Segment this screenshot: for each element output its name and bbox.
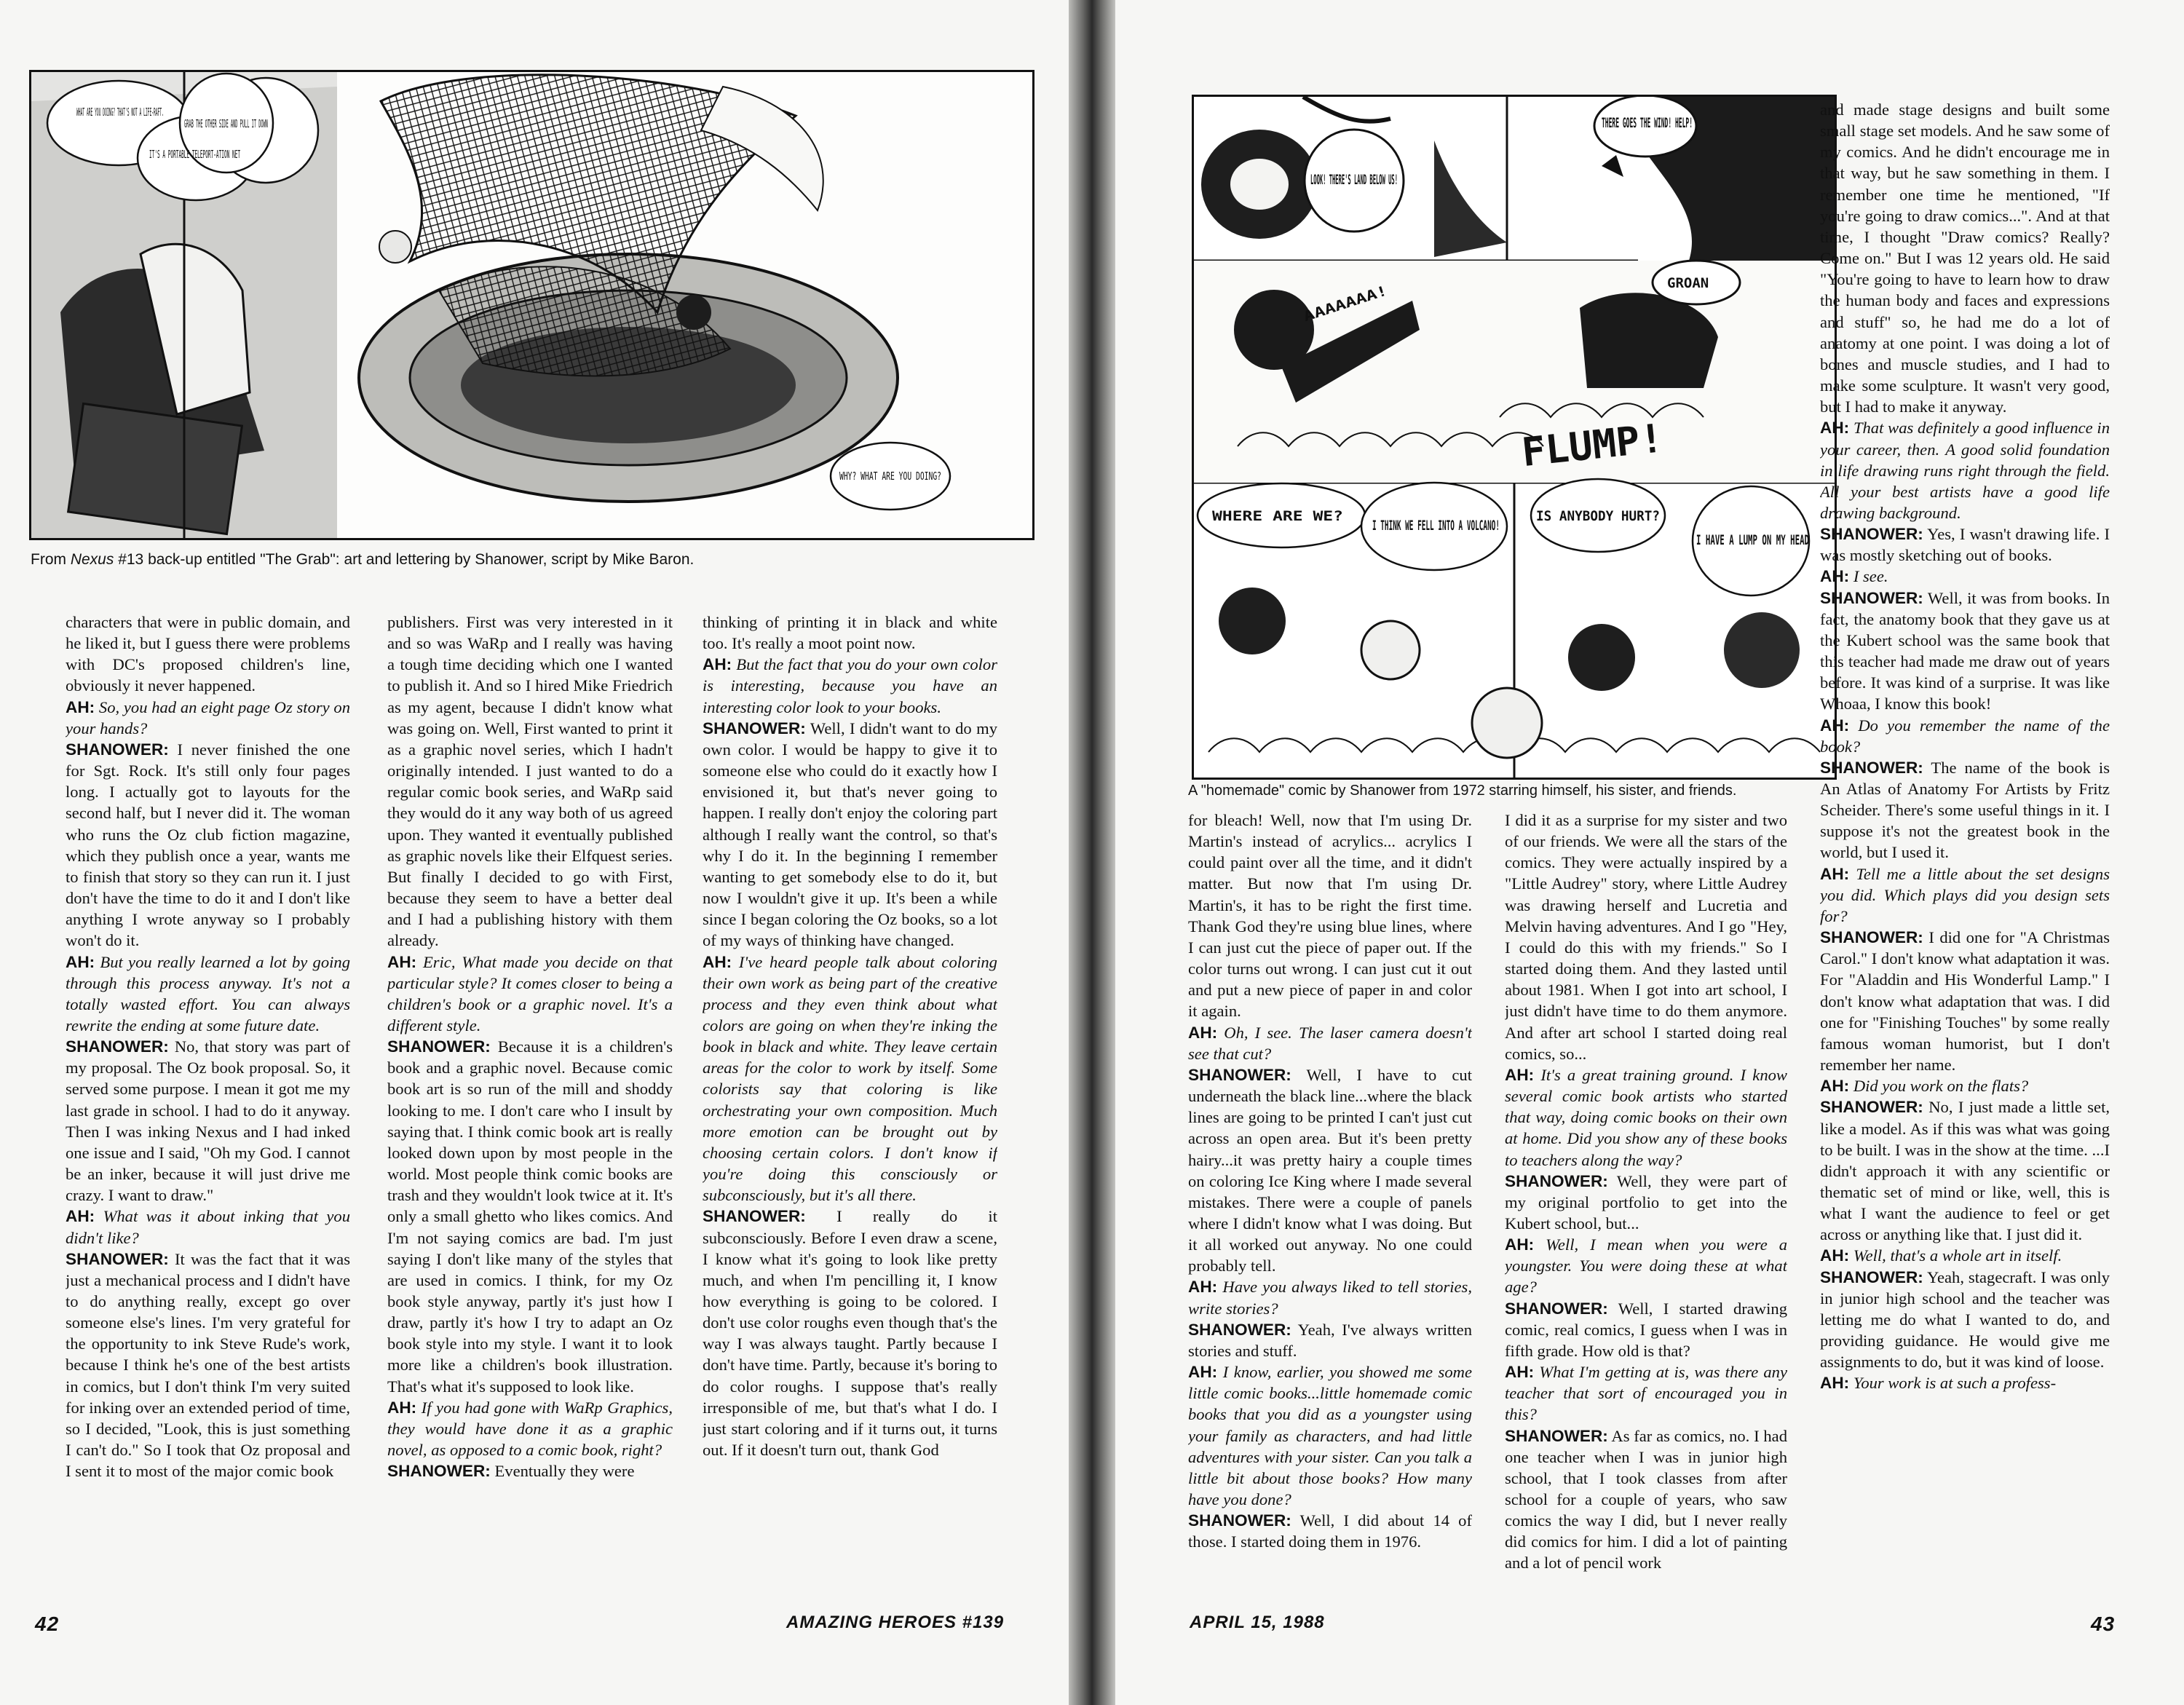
paragraph-q (703, 952, 997, 1206)
paragraph-q (1505, 1361, 1787, 1425)
paragraph-q (1188, 1022, 1472, 1064)
paragraph-q (66, 1206, 350, 1248)
speaker-label: SHANOWER: (1505, 1299, 1608, 1318)
speaker-label: AH: (1188, 1023, 1218, 1042)
paragraph-text: But you really learned a lot by going through this process anyway. It's not a totally wasted effort. You can always rewrite the ending at some future date. (66, 952, 350, 1035)
paragraph-text (387, 612, 673, 952)
paragraph-q (1188, 1361, 1472, 1510)
speaker-label: AH: (1505, 1235, 1535, 1254)
homemade-comic-page (1192, 95, 1837, 780)
speaker-label: SHANOWER: (66, 1037, 169, 1056)
left-page-number: 42 (35, 1613, 60, 1635)
balloon-text-1: WHAT ARE YOU DOING? THAT'S NOT A LIFE-RAFT. (76, 106, 164, 119)
paragraph-text: Did you work on the flats? (1853, 1077, 2029, 1096)
paragraph-text: Oh, I see. The laser camera doesn't see that cut? (1188, 1023, 1472, 1063)
speaker-label: AH: (387, 1398, 417, 1417)
paragraph-text: No, I just made a little set, like a model. As if this was what was going to be built. I was in the show at the time. ...I didn't approach it with any scientific or thematic set of mind or like, well, this is what I want the audience to feel or get across or anything like that. I just did it. (1820, 1098, 2110, 1244)
speaker-label: SHANOWER: (66, 1249, 169, 1268)
speaker-label: SHANOWER: (1505, 1426, 1608, 1445)
left-column-2 (387, 612, 673, 1602)
hm-balloon-flump: FLUMP! (1519, 415, 1666, 476)
speaker-label: AH: (1820, 1374, 1850, 1393)
paragraph-text: Do you remember the name of the book? (1820, 716, 2110, 756)
paragraph-a (1505, 1298, 1787, 1361)
speaker-label: AH: (1505, 1065, 1535, 1084)
paragraph-text: Eric, What made you decide on that particular style? It comes closer to being a children's book or a graphic novel. It's a different style. (387, 952, 673, 1035)
paragraph-a (1820, 927, 2110, 1075)
paragraph-a (66, 1036, 350, 1206)
balloon-text-2: IT'S A PORTABLE TELEPORT-ATION NET (149, 148, 240, 161)
paragraph-a (66, 1249, 350, 1482)
paragraph-a (1820, 1267, 2110, 1373)
paragraph-text: Well, they were part of my original portfolio to get into the Kubert school, but... (1505, 1171, 1787, 1233)
hm-balloon-volcano: I THINK WE FELL INTO A VOLCANO! (1372, 518, 1500, 534)
paragraph-text: Well, it was from books. In fact, the anatomy book that they gave us at the Kubert school was the same book that this teacher had made me draw out of years before. It was kind of a surprise. It was like Whoaa, I know this book! (1820, 588, 2110, 713)
nexus-comic-art (31, 72, 1032, 538)
speaker-label: AH: (1820, 419, 1850, 438)
paragraph-text: I know, earlier, you showed me some little comic books...little homemade comic books that you did as a youngster using your family as characters, and had little adventures with your sister. Can you talk a little bit about those books? How many have you done? (1188, 1363, 1472, 1508)
speaker-label: SHANOWER: (703, 1207, 806, 1226)
paragraph-text: What I'm getting at is, was there any teacher that sort of encouraged you in this? (1505, 1363, 1787, 1424)
paragraph-a (1820, 757, 2110, 863)
paragraph-a (1820, 588, 2110, 715)
paragraph-q (1820, 417, 2110, 523)
paragraph-q (1188, 1276, 1472, 1318)
paragraph-text: and made stage designs and built some small stage set models. And he saw some of my comics. And he didn't encourage me in that way, but he saw something in them. I remember one time he mentioned, "If you're going to draw comics...". And at that time, I thought "Draw comics? Really? Come on." But I was 12 years old. He said "You're going to have to learn how to draw the human body and faces and expressions and stuff" so, he had me do a lot of anatomy at one point. I was doing a lot of bones and muscle studies, and I had to make some sculpture. It wasn't very good, but I had to make it anyway. (1820, 100, 2110, 416)
speaker-label: SHANOWER: (1505, 1171, 1608, 1190)
paragraph-q (66, 697, 350, 739)
paragraph-a (1820, 523, 2110, 566)
right-page-number: 43 (2091, 1613, 2116, 1635)
paragraph-text: I did it as a surprise for my sister and two of our friends. We were all the stars of the comics. They were actually inspired by a "Little Audrey" story, where Little Audrey was drawing herself and Lucretia and Melvin having adventures. And I go "Hey, I could do this with my friends." So I started doing them. And they lasted until about 1981. When I got into art school, I just didn't have time to do them anymore. And after art school I started doing real comics, so... (1505, 811, 1787, 1063)
paragraph-text: Have you always liked to tell stories, write stories? (1188, 1278, 1472, 1318)
right-column-3 (1820, 99, 2110, 1605)
paragraph-q (703, 654, 997, 717)
paragraph-text: Tell me a little about the set designs you did. Which plays did you design sets for? (1820, 864, 2110, 925)
paragraph-a (387, 1460, 673, 1482)
paragraph-q (66, 952, 350, 1037)
hm-balloon-lump: I HAVE A LUMP ON MY HEAD (1696, 532, 1809, 548)
speaker-label: AH: (66, 1207, 95, 1226)
speaker-label: SHANOWER: (1188, 1320, 1291, 1339)
speaker-label: SHANOWER: (703, 719, 806, 737)
paragraph-text: I've heard people talk about coloring their own work as being part of the creative process and they even think about what colors are going on when they're inking the book in black and white. They leave certain areas for the color to work by itself. Some colorists say that coloring is like orchestrating your own composition. Much more emotion can be brought out by choosing certain colors. I don't know if you're doing this consciously or subconsciously, but it's all there. (703, 952, 997, 1205)
left-column-3 (703, 612, 997, 1602)
speaker-label: AH: (1820, 864, 1850, 883)
paragraph-text: Yeah, stagecraft. I was only in junior high school and the teacher was letting me do what I wanted to do, and providing guidance. He would give me assignments to do, but it was kind of loose. (1820, 1267, 2110, 1372)
speaker-label: SHANOWER: (1820, 1098, 1923, 1117)
hm-balloon-hurt: IS ANYBODY HURT? (1536, 508, 1660, 524)
hm-balloon-groan: GROAN (1667, 275, 1709, 291)
speaker-label: AH: (703, 952, 732, 971)
paragraph-q (387, 1397, 673, 1460)
paragraph-text: Well, I started drawing comic, real comics, I guess when I was in fifth grade. How old is that? (1505, 1299, 1787, 1360)
paragraph-q (1820, 1075, 2110, 1096)
paragraph-a (66, 739, 350, 952)
speaker-label: SHANOWER: (1820, 588, 1923, 607)
speaker-label: SHANOWER: (1820, 525, 1923, 544)
paragraph-text: Yeah, I've always written stories and stuff. (1188, 1320, 1472, 1360)
paragraph-a (1188, 1319, 1472, 1361)
paragraph-q (1505, 1234, 1787, 1297)
paragraph-a (387, 1036, 673, 1397)
hm-balloon-help: THERE GOES THE WIND! HELP! (1602, 115, 1693, 131)
paragraph-text: Yes, I wasn't drawing life. I was mostly sketching out of books. (1820, 525, 2110, 565)
left-page (0, 0, 1069, 1705)
paragraph-text (703, 612, 997, 654)
speaker-label: AH: (1820, 1077, 1850, 1096)
paragraph-text: Because it is a children's book and a graphic novel. Because comic book art is so run of the mill and shoddy looking to me. I don't care who I insult by saying that. I think comic book art is really looked down upon by most people in the world. Most people think comic books are trash and they wouldn't look twice at it. It's only a small ghetto who likes comics. And I'm not saying comics are bad. I'm just saying I don't like many of the styles that are used in comics. I think, for my Oz book style anyway, partly it's just how I draw, partly it's how I try to adapt an Oz book style into my style. I want it to look more like a children's book illustration. That's what it's supposed to look like. (387, 1037, 673, 1396)
speaker-label: AH: (1820, 716, 1850, 735)
paragraph-text: What was it about inking that you didn't like? (66, 1207, 350, 1247)
balloon-text-4: WHY? WHAT ARE YOU DOING? (839, 470, 941, 483)
paragraph-text: It's a great training ground. I know several comic book artists who started that way, doing comic books on their own at home. Did you show any of these books to teachers along the way? (1505, 1065, 1787, 1169)
speaker-label: AH: (1820, 567, 1850, 586)
right-page (1115, 0, 2184, 1705)
paragraph-text: As far as comics, no. I had one teacher when I was in junior high school, that I took classes from after school for a couple of years, who saw comics the way I did, but I never really did comics for him. I did a lot of painting and a lot of pencil work (1505, 1426, 1787, 1573)
paragraph-text: It was the fact that it was just a mechanical process and I didn't have to do anything really, except go over someone else's lines. I'm very grateful for the opportunity to ink Steve Rude's work, because I think he's one of the best artists in comics, but I don't think I'm very suited for inking over an extended period of time, so I decided, "Look, this is just something I can't do." So I took that Oz proposal and I sent it to most of the major comic book (66, 1249, 350, 1481)
speaker-label: SHANOWER: (387, 1462, 491, 1481)
balloon-text-3: GRAB THE OTHER SIDE AND PULL IT DOWN (184, 117, 268, 130)
paragraph-text: The name of the book is An Atlas of Anatomy For Artists by Fritz Scheider. There's some useful things in it. I suppose it's not the greatest book in the world, but I used it. (1820, 758, 2110, 862)
left-comic-caption (31, 551, 694, 569)
paragraph-text: thinking of printing it in black and white too. It's really a moot point now. (703, 613, 997, 653)
hm-balloon-scream: AAAAAAA! (1301, 289, 1370, 325)
speaker-label: AH: (1820, 1246, 1850, 1265)
paragraph-text: I really do it subconsciously. Before I even draw a scene, I know what it's going to look like pretty much, and when I'm pencilling it, I know how everything is going to be colored. I don't use color roughs even though that's the way I was always taught. Partly because I don't have time. Partly, because it's boring to do color roughs. I suppose that's really irresponsible of me, but that's what I do. I just start coloring and if it turns out, it turns out. If it doesn't turn out, thank God (703, 1207, 997, 1460)
paragraph-text: Your work is at such a profess- (1853, 1374, 2057, 1393)
paragraph-q (1820, 863, 2110, 927)
book-gutter (1069, 0, 1115, 1705)
paragraph-text: I see. (1853, 567, 1888, 586)
caption-rest: #13 back-up entitled "The Grab": art and lettering by Shanower, script by Mike Baron. (114, 551, 695, 568)
paragraph-text: for bleach! Well, now that I'm using Dr. Martin's instead of acrylics... acrylics I could paint over all the time, and it didn't matter. But now that I'm using Dr. Martin's, it has to be right the first time. Thank God they're using blue lines, where I can just cut the piece of paper out. If the color turns out wrong. I can just cut it out and put a new piece of paper in and color it again. (1188, 811, 1472, 1021)
speaker-label: AH: (66, 697, 95, 716)
paragraph-text: Well, I didn't want to do my own color. I would be happy to give it to someone else who could do it exactly how I envisioned it, but that's never going to happen. I really don't enjoy the coloring part although I really want the control, so that's why I do it. In the beginning I remember wanting to get somebody else to do it, but now I wouldn't give it up. It's been a while since I began coloring the Oz books, so a lot of my ways of thinking have changed. (703, 719, 997, 950)
paragraph-text (1188, 810, 1472, 1022)
right-comic-caption: A "homemade" comic by Shanower from 1972 starring himself, his sister, and friends. (1188, 783, 1737, 799)
paragraph-q (1820, 715, 2110, 757)
paragraph-text (66, 612, 350, 697)
paragraph-a (1188, 1510, 1472, 1552)
paragraph-text: Well, I have to cut underneath the black line...where the black lines are going to be printed I can't just cut across an open area. But it's been pretty hairy...it was pretty hairy a couple times on coloring Ice King where I made several mistakes. There were a couple of panels where I didn't know what I was doing. But it all worked out anyway. No one could probably tell. (1188, 1065, 1472, 1275)
speaker-label: AH: (66, 952, 95, 971)
magazine-title: AMAZING HEROES #139 (786, 1613, 1005, 1632)
paragraph-text (1505, 810, 1787, 1064)
right-column-1 (1188, 810, 1472, 1605)
speaker-label: SHANOWER: (387, 1037, 491, 1056)
speaker-label: AH: (703, 655, 732, 674)
paragraph-q (1820, 566, 2110, 587)
paragraph-text: But the fact that you do your own color is interesting, because you have an interesting color look to your books. (703, 655, 997, 716)
speaker-label: AH: (1188, 1363, 1218, 1382)
paragraph-text: Eventually they were (494, 1462, 635, 1481)
paragraph-q (1820, 1372, 2110, 1393)
speaker-label: SHANOWER: (66, 740, 169, 759)
paragraph-a (1505, 1425, 1787, 1574)
homemade-comic-art (1194, 97, 1835, 778)
paragraph-text: publishers. First was very interested in it and so was WaRp and I really was having a tough time deciding which one I wanted to publish it. And so I hired Mike Friedrich as my agent, because I didn't know what was going on. Well, First wanted to print it as a graphic novel series, which I hadn't originally intended. I just wanted to do a regular comic book series, and WaRp said they would do it any way both of us agreed upon. They wanted it eventually published as graphic novels like their Elfquest series. But finally I decided to go with First, because they seem to have a better deal and I had a publishing history with them already. (387, 613, 673, 950)
hm-balloon-where: WHERE ARE WE? (1212, 508, 1343, 524)
speaker-label: SHANOWER: (1820, 1267, 1923, 1286)
speaker-label: SHANOWER: (1820, 758, 1923, 777)
speaker-label: AH: (1505, 1363, 1535, 1382)
paragraph-q (387, 952, 673, 1037)
paragraph-a (1820, 1096, 2110, 1245)
paragraph-q (1505, 1064, 1787, 1171)
paragraph-a (703, 1206, 997, 1460)
speaker-label: SHANOWER: (1188, 1511, 1291, 1530)
caption-prefix: From (31, 551, 71, 568)
speaker-label: AH: (387, 952, 417, 971)
issue-date: APRIL 15, 1988 (1190, 1613, 1325, 1632)
paragraph-q (1820, 1245, 2110, 1266)
left-column-1 (66, 612, 350, 1602)
paragraph-a (1505, 1171, 1787, 1234)
paragraph-text: Well, I did about 14 of those. I started doing them in 1976. (1188, 1511, 1472, 1551)
paragraph-a (703, 718, 997, 952)
paragraph-text: That was definitely a good influence in your career, then. A good solid foundation in life drawing runs right through the field. All your best artists have a good life drawing background. (1820, 419, 2110, 522)
speaker-label: SHANOWER: (1188, 1065, 1291, 1084)
speaker-label: SHANOWER: (1820, 928, 1923, 947)
speaker-label: AH: (1188, 1278, 1218, 1297)
paragraph-text: I did one for "A Christmas Carol." I don't know what adaptation it was. For "Aladdin and His Wonderful Lamp." I don't know what adaptation that was. I did one for "Finishing Touches" by some really famous woman humorist, but I don't remember her name. (1820, 928, 2110, 1075)
paragraph-text: Well, I mean when you were a youngster. You were doing these at what age? (1505, 1235, 1787, 1297)
nexus-comic-panel (29, 70, 1034, 540)
right-column-2 (1505, 810, 1787, 1605)
paragraph-text: Well, that's a whole art in itself. (1853, 1246, 2062, 1265)
paragraph-a (1188, 1064, 1472, 1277)
caption-title: Nexus (70, 551, 114, 568)
paragraph-text: So, you had an eight page Oz story on your hands? (66, 697, 350, 737)
paragraph-text: I never finished the one for Sgt. Rock. It's still only four pages long. I actually got to layouts for the second half, but I never did it. The woman who runs the Oz club fiction magazine, which they publish once a year, wants me to finish that story so they can run it. I just don't have the time to do it and I don't like anything I wrote anyway so I probably won't do it. (66, 740, 350, 950)
paragraph-text: characters that were in public domain, and he liked it, but I guess there were problems with DC's proposed children's line, obviously it never happened. (66, 613, 350, 695)
paragraph-text: No, that story was part of my proposal. The Oz book proposal. So, it served some purpose. I mean it got me my last grade in school. I had to do it anyway. Then I was inking Nexus and I had inked one issue and I said, "Oh my God. I cannot be an inker, because it will just drive me crazy. I want to draw." (66, 1037, 350, 1205)
paragraph-text: If you had gone with WaRp Graphics, they would have done it as a graphic novel, as opposed to a comic book, right? (387, 1398, 673, 1460)
paragraph-text (1820, 99, 2110, 417)
hm-balloon-look: LOOK! THERE'S LAND BELOW US! (1310, 172, 1398, 188)
